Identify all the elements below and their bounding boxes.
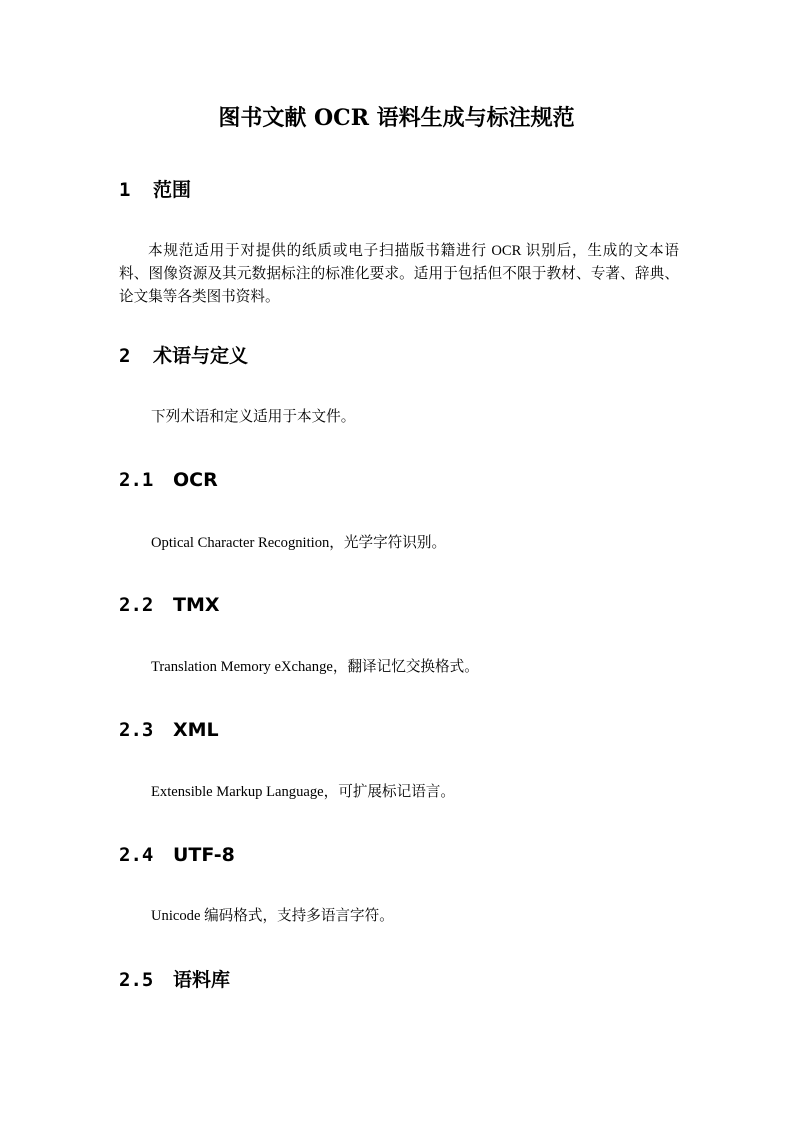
term-number: 2.1: [119, 469, 154, 491]
term-name: 语料库: [173, 969, 231, 991]
term-number: 2.5: [119, 969, 154, 991]
term-name: OCR: [173, 469, 218, 491]
scope-paragraph: 本规范适用于对提供的纸质或电子扫描版书籍进行 OCR 识别后，生成的文本语料、图像资源及其元数据标注的标准化要求。适用于包括但不限于教材、专著、辞典、论文集等各类图书资料。: [119, 243, 679, 305]
section-heading-scope: [119, 176, 191, 204]
term-heading-xml: [119, 716, 219, 744]
term-number: 2.2: [119, 594, 154, 616]
section-heading-terms: [119, 342, 248, 370]
term-number: 2.3: [119, 719, 154, 741]
section-number: 2: [119, 345, 131, 367]
section-title: 术语与定义: [153, 345, 249, 367]
section-number: 1: [119, 179, 131, 201]
term-heading-tmx: [119, 591, 220, 619]
term-name: XML: [173, 719, 219, 741]
term-heading-corpus: [119, 966, 230, 994]
terms-intro-paragraph: 下列术语和定义适用于本文件。: [151, 409, 356, 425]
document-title: 图书文献 OCR 语料生成与标注规范: [218, 105, 575, 131]
term-name: TMX: [173, 594, 220, 616]
term-name: UTF-8: [173, 844, 235, 866]
term-definition-utf8: Unicode 编码格式，支持多语言字符。: [151, 908, 394, 924]
term-definition-tmx: Translation Memory eXchange，翻译记忆交换格式。: [151, 659, 479, 675]
term-definition-xml: Extensible Markup Language，可扩展标记语言。: [151, 784, 455, 800]
term-heading-utf8: [119, 841, 235, 869]
term-definition-ocr: Optical Character Recognition，光学字符识别。: [151, 535, 447, 551]
section-title: 范围: [153, 179, 192, 201]
term-number: 2.4: [119, 844, 154, 866]
term-heading-ocr: [119, 466, 218, 494]
